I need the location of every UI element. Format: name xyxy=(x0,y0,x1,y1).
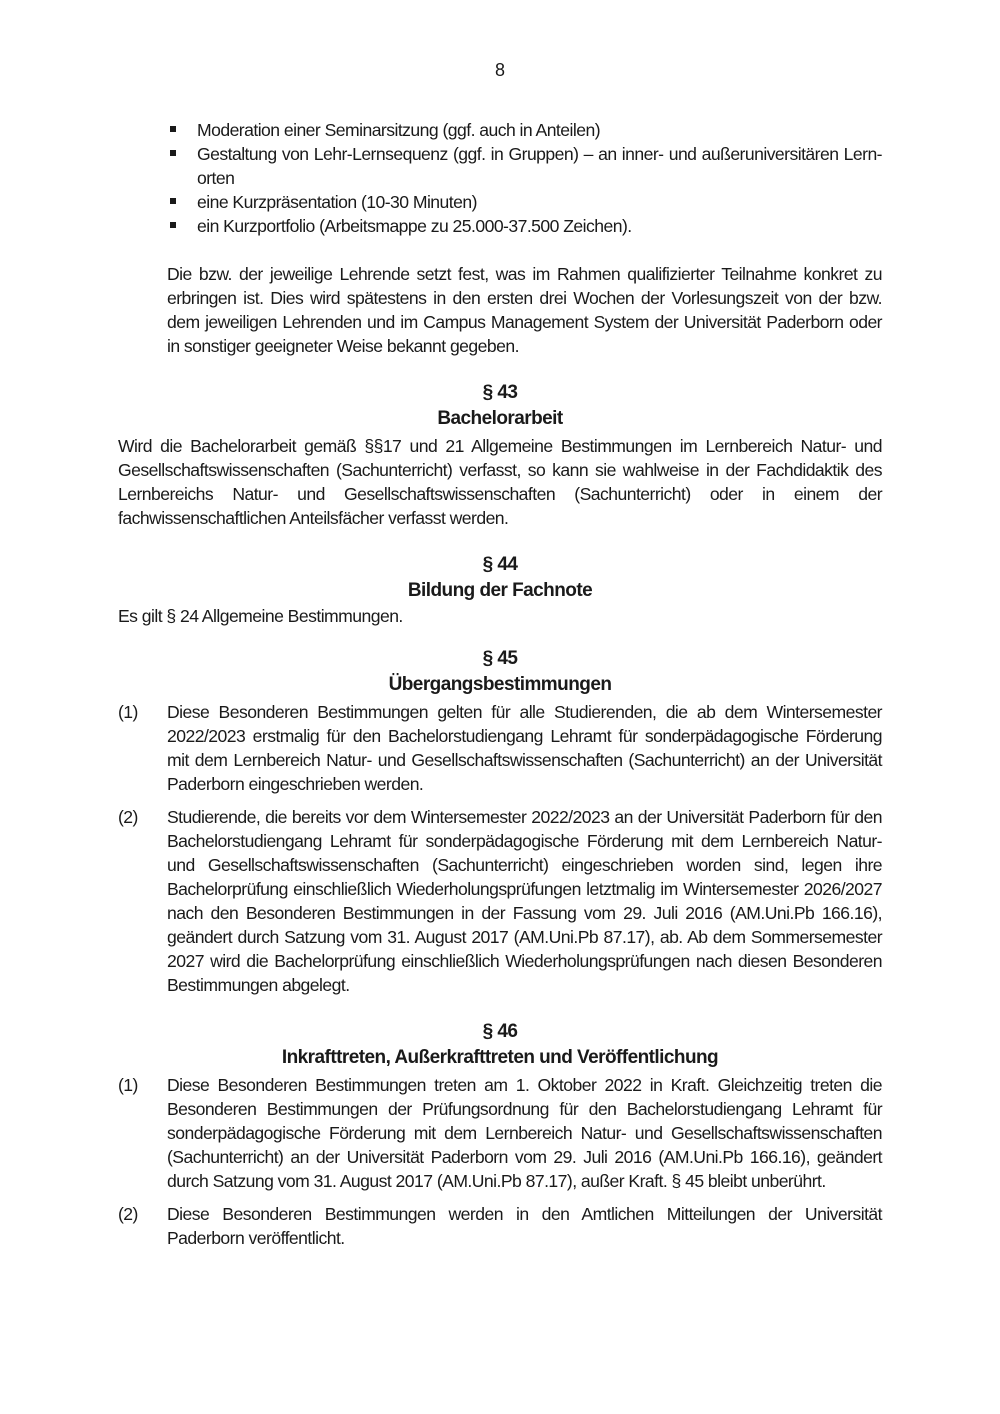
section-title-46: Inkrafttreten, Außerkrafttreten und Veröffentlichung xyxy=(281,1047,719,1068)
item-text: Diese Besonderen Bestimmungen treten am 1. Oktober 2022 in Kraft. Gleichzeitig treten die Besonderen Bestimmungen der Prüfungsordnung für den Bachelorstudiengang Lehramt für sonderpädagogische Förderung mit dem Lernbereich Natur- und Gesellschaftswissenschaften (Sachunterricht) an der Universität Paderborn vom 29. Juli 2016 (AM.Uni.Pb 166.16), geändert durch Satzung vom 31. August 2017 (AM.Uni.Pb 87.17), außer Kraft. § 45 bleibt unberührt. xyxy=(167,1075,882,1191)
item-text: Studierende, die bereits vor dem Wintersemester 2022/2023 an der Universität Paderborn für den Bachelorstudiengang Lehramt für sonderpädagogische Förderung mit dem Lernbereich Natur- und Gesellschaftswissenschaften (Sachunterricht) eingeschrieben worden sind, legen ihre Bachelorprüfung einschließlich Wiederholungsprüfungen letztmalig im Wintersemester 2026/2027 nach den Besonderen Bestimmungen in der Fassung vom 29. Juli 2016 (AM.Uni.Pb 166.16), geändert durch Satzung vom 31. August 2017 (AM.Uni.Pb 87.17), ab. Ab dem Sommersemester 2027 wird die Bachelorprüfung einschließlich Wiederholungsprüfungen nach diesen Besonderen Bestimmungen abgelegt. xyxy=(167,807,882,995)
item-number: (1) xyxy=(118,1075,138,1095)
bullet-item xyxy=(167,142,882,190)
section-46-item-1 xyxy=(118,1073,882,1193)
section-45-item-1 xyxy=(118,700,882,796)
section-43-paragraph: Wird die Bachelorarbeit gemäß §§17 und 21 Allgemeine Bestimmungen im Lernbereich Natur- und Gesellschaftswissenschaften (Sachunterricht) verfasst, so kann sie wahlweise in der Fachdidaktik des Lernbereichs Natur- und Gesellschaftswissenschaften (Sachunterricht) oder in einem der fachwissenschaftlichen Anteilsfächer verfasst werden. xyxy=(118,436,882,528)
section-title-45: Übergangsbestimmungen xyxy=(388,674,612,695)
bullet-text: Gestaltung von Lehr-Lernsequenz (ggf. in Gruppen) – an inner- und außeruniversitären Lern-orten xyxy=(197,144,882,188)
item-text: Diese Besonderen Bestimmungen gelten für alle Studierenden, die ab dem Wintersemester 2022/2023 erstmalig für den Bachelorstudiengang Lehramt für sonderpädagogische Förderung mit dem Lernbereich Natur- und Gesellschaftswissenschaften (Sachunterricht) an der Universität Paderborn eingeschrieben werden. xyxy=(167,702,882,794)
bullet-text: eine Kurzpräsentation (10-30 Minuten) xyxy=(197,192,477,212)
section-44-paragraph: Es gilt § 24 Allgemeine Bestimmungen. xyxy=(118,606,403,626)
item-number: (2) xyxy=(118,807,138,827)
bullet-square-icon xyxy=(170,222,176,228)
bullet-list xyxy=(167,118,882,238)
section-number-44: § 44 xyxy=(482,554,518,575)
section-45-item-2 xyxy=(118,805,882,997)
section-title-44: Bildung der Fachnote xyxy=(407,580,593,601)
section-number-43: § 43 xyxy=(482,382,518,403)
page-number: 8 xyxy=(494,60,505,80)
item-number: (1) xyxy=(118,702,138,722)
bullet-item xyxy=(167,214,882,238)
bullet-square-icon xyxy=(170,198,176,204)
bullet-item xyxy=(167,190,882,214)
bullet-square-icon xyxy=(170,126,176,132)
item-text: Diese Besonderen Bestimmungen werden in den Amtlichen Mitteilungen der Universität Paderborn veröffentlicht. xyxy=(167,1204,882,1248)
section-title-43: Bachelorarbeit xyxy=(437,408,563,429)
section-number-46: § 46 xyxy=(482,1021,518,1042)
section-number-45: § 45 xyxy=(482,648,518,669)
bullet-text: Moderation einer Seminarsitzung (ggf. auch in Anteilen) xyxy=(197,120,600,140)
page-content xyxy=(118,118,882,1250)
bullet-item xyxy=(167,118,882,142)
bullet-square-icon xyxy=(170,150,176,156)
intro-paragraph: Die bzw. der jeweilige Lehrende setzt fest, was im Rahmen qualifizierter Teilnahme konkret zu erbringen ist. Dies wird spätestens in den ersten drei Wochen der Vorlesungszeit von der bzw. dem jeweiligen Lehrenden und im Campus Management System der Universität Paderborn oder in sonstiger geeigneter Weise bekannt gegeben. xyxy=(167,264,882,356)
bullet-text: ein Kurzportfolio (Arbeitsmappe zu 25.000-37.500 Zeichen). xyxy=(197,216,632,236)
item-number: (2) xyxy=(118,1204,138,1224)
section-46-item-2 xyxy=(118,1202,882,1250)
